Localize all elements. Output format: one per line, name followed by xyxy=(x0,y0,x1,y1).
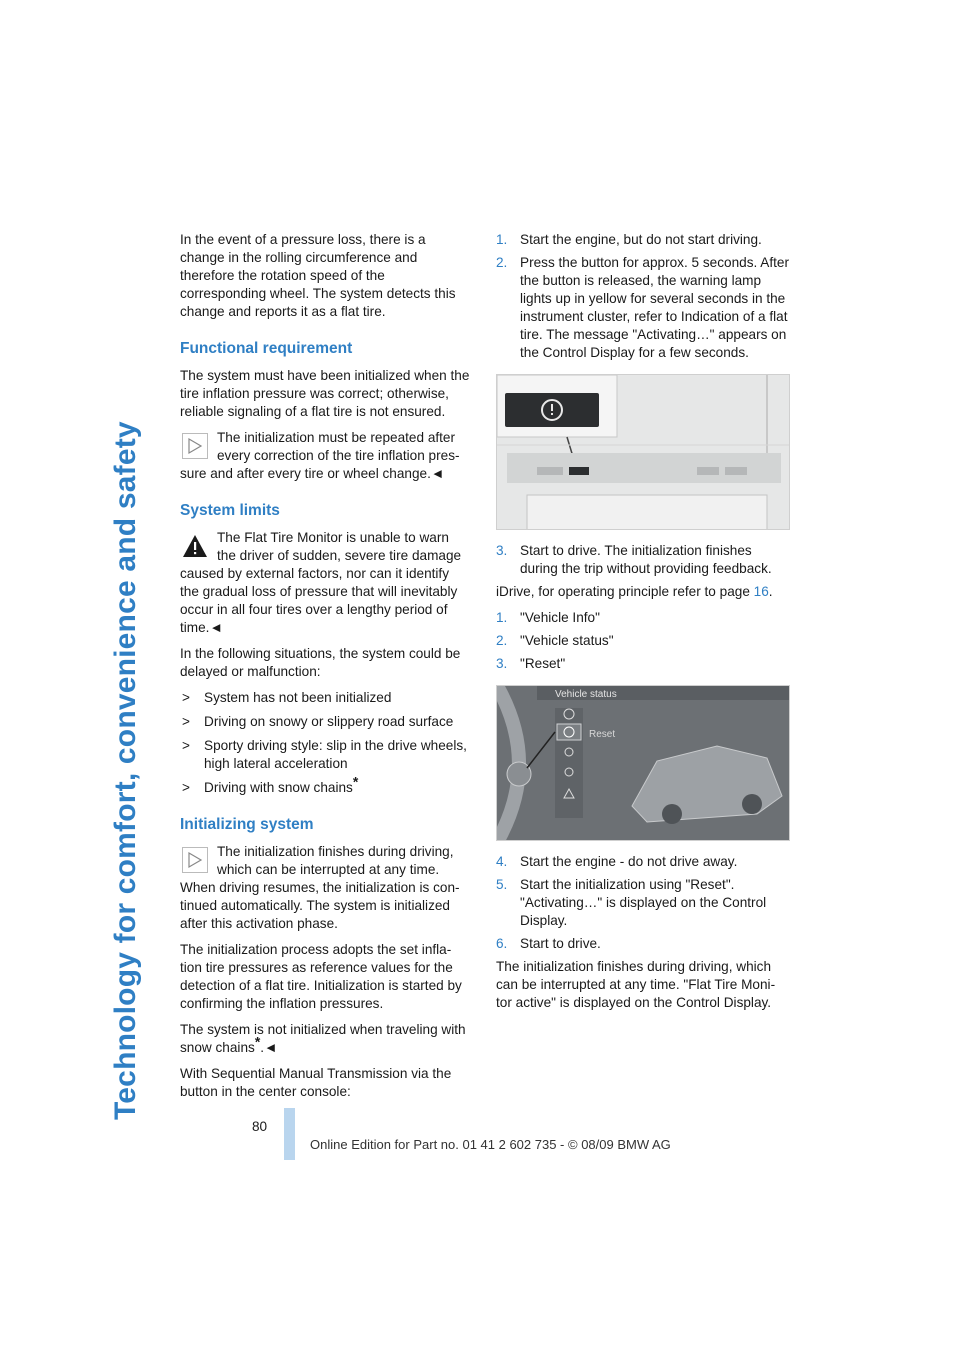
list-item: > System has not been initialized xyxy=(182,690,392,705)
closing-paragraph: The initialization finishes during driving, which can be interrupted at any time. "Flat Tire Moni- tor active" is displayed on the Control Display. xyxy=(496,959,776,1010)
step-item: 6. Start to drive. xyxy=(496,936,601,951)
screen-title: Vehicle status xyxy=(555,689,617,700)
step-item: 5. Start the initialization using "Reset". "Activating…" is displayed on the Control Display. xyxy=(496,877,767,928)
init-note-indent: The initialization finishes during driving, which can be interrupted at any time. xyxy=(217,844,454,877)
idrive-reference: iDrive, for operating principle refer to page 16. xyxy=(496,584,773,599)
functional-note-rest: sure and after every tire or wheel change. xyxy=(180,466,431,481)
chapter-title: Technology for comfort, convenience and safety xyxy=(109,421,142,1120)
center-console-photo xyxy=(496,374,790,530)
limits-warning-indent: The Flat Tire Monitor is unable to warn the driver of sudden, severe tire damage xyxy=(217,530,462,563)
vehicle-status-illustration xyxy=(497,686,790,841)
end-mark: ◄ xyxy=(209,620,223,635)
functional-note xyxy=(180,429,470,483)
vehicle-status-screen xyxy=(496,685,790,841)
init-heading: Initializing system xyxy=(180,816,314,833)
init-note xyxy=(180,843,470,933)
list-item: > Driving on snowy or slippery road surface xyxy=(182,714,454,729)
step-item: 4. Start the engine - do not drive away. xyxy=(496,854,738,869)
init-chains: The system is not initialized when traveling with snow chains*.◄ xyxy=(180,1022,466,1055)
limits-warning-rest: caused by external factors, nor can it identify the gradual loss of pressure that will inevitably occur in all four tires over a lengthy period of time. xyxy=(180,566,458,635)
functional-note-indent: The initialization must be repeated after every correction of the tire inflation pres- xyxy=(217,430,460,463)
page-link[interactable]: 16 xyxy=(753,584,769,599)
limits-heading: System limits xyxy=(180,502,280,519)
right-column xyxy=(496,231,790,1020)
functional-heading: Functional requirement xyxy=(180,340,353,357)
intro-paragraph: In the event of a pressure loss, there is a change in the rolling circumference and therefore the rotation speed of the corresponding wheel. The system detects this change and reports it as a flat tire. xyxy=(180,232,456,319)
menu-step: 1. "Vehicle Info" xyxy=(496,610,600,625)
footer-bar xyxy=(284,1108,295,1160)
optional-equipment-star: * xyxy=(352,773,359,790)
step-item: 1. Start the engine, but do not start driving. xyxy=(496,232,762,247)
note-icon xyxy=(182,433,208,459)
limits-warning xyxy=(180,529,470,637)
left-column xyxy=(180,231,470,1109)
functional-text: The system must have been initialized when the tire inflation pressure was correct; otherwise, reliable signaling of a flat tire is not ensured. xyxy=(180,368,470,419)
menu-step: 3. "Reset" xyxy=(496,656,566,671)
end-mark: ◄ xyxy=(430,466,445,481)
page-number: 80 xyxy=(252,1119,268,1134)
step-item: 2. Press the button for approx. 5 seconds. After the button is released, the warning lamp lights up in yellow for several seconds in the instrument cluster, refer to Indication of a flat tire. The message "Activating…" appears on the Control Display for a few seconds. xyxy=(496,255,790,360)
warning-icon xyxy=(182,533,208,559)
list-item: > Driving with snow chains* xyxy=(182,773,359,795)
menu-step: 2. "Vehicle status" xyxy=(496,633,614,648)
init-smt: With Sequential Manual Transmission via the button in the center console: xyxy=(180,1066,452,1099)
footer-text: Online Edition for Part no. 01 41 2 602 735 - © 08/09 BMW AG xyxy=(310,1137,671,1152)
step-item: 3. Start to drive. The initialization finishes during the trip without providing feedback. xyxy=(496,543,772,576)
init-process: The initialization process adopts the set infla- tion tire pressures as reference values for the detection of a flat tire. Initialization is started by confirming the inflation pressures. xyxy=(180,942,462,1011)
init-note-rest: When driving resumes, the initialization is con- tinued automatically. The system is initialized after this activation phase. xyxy=(180,880,460,931)
optional-equipment-star: * xyxy=(254,1033,261,1050)
note-icon xyxy=(182,847,208,873)
list-item: > Sporty driving style: slip in the drive wheels, high lateral acceleration xyxy=(182,738,467,771)
screen-reset: Reset xyxy=(589,729,616,740)
console-button-illustration xyxy=(497,375,790,530)
limits-situations: In the following situations, the system could be delayed or malfunction: xyxy=(180,646,461,679)
end-mark: ◄ xyxy=(264,1040,278,1055)
